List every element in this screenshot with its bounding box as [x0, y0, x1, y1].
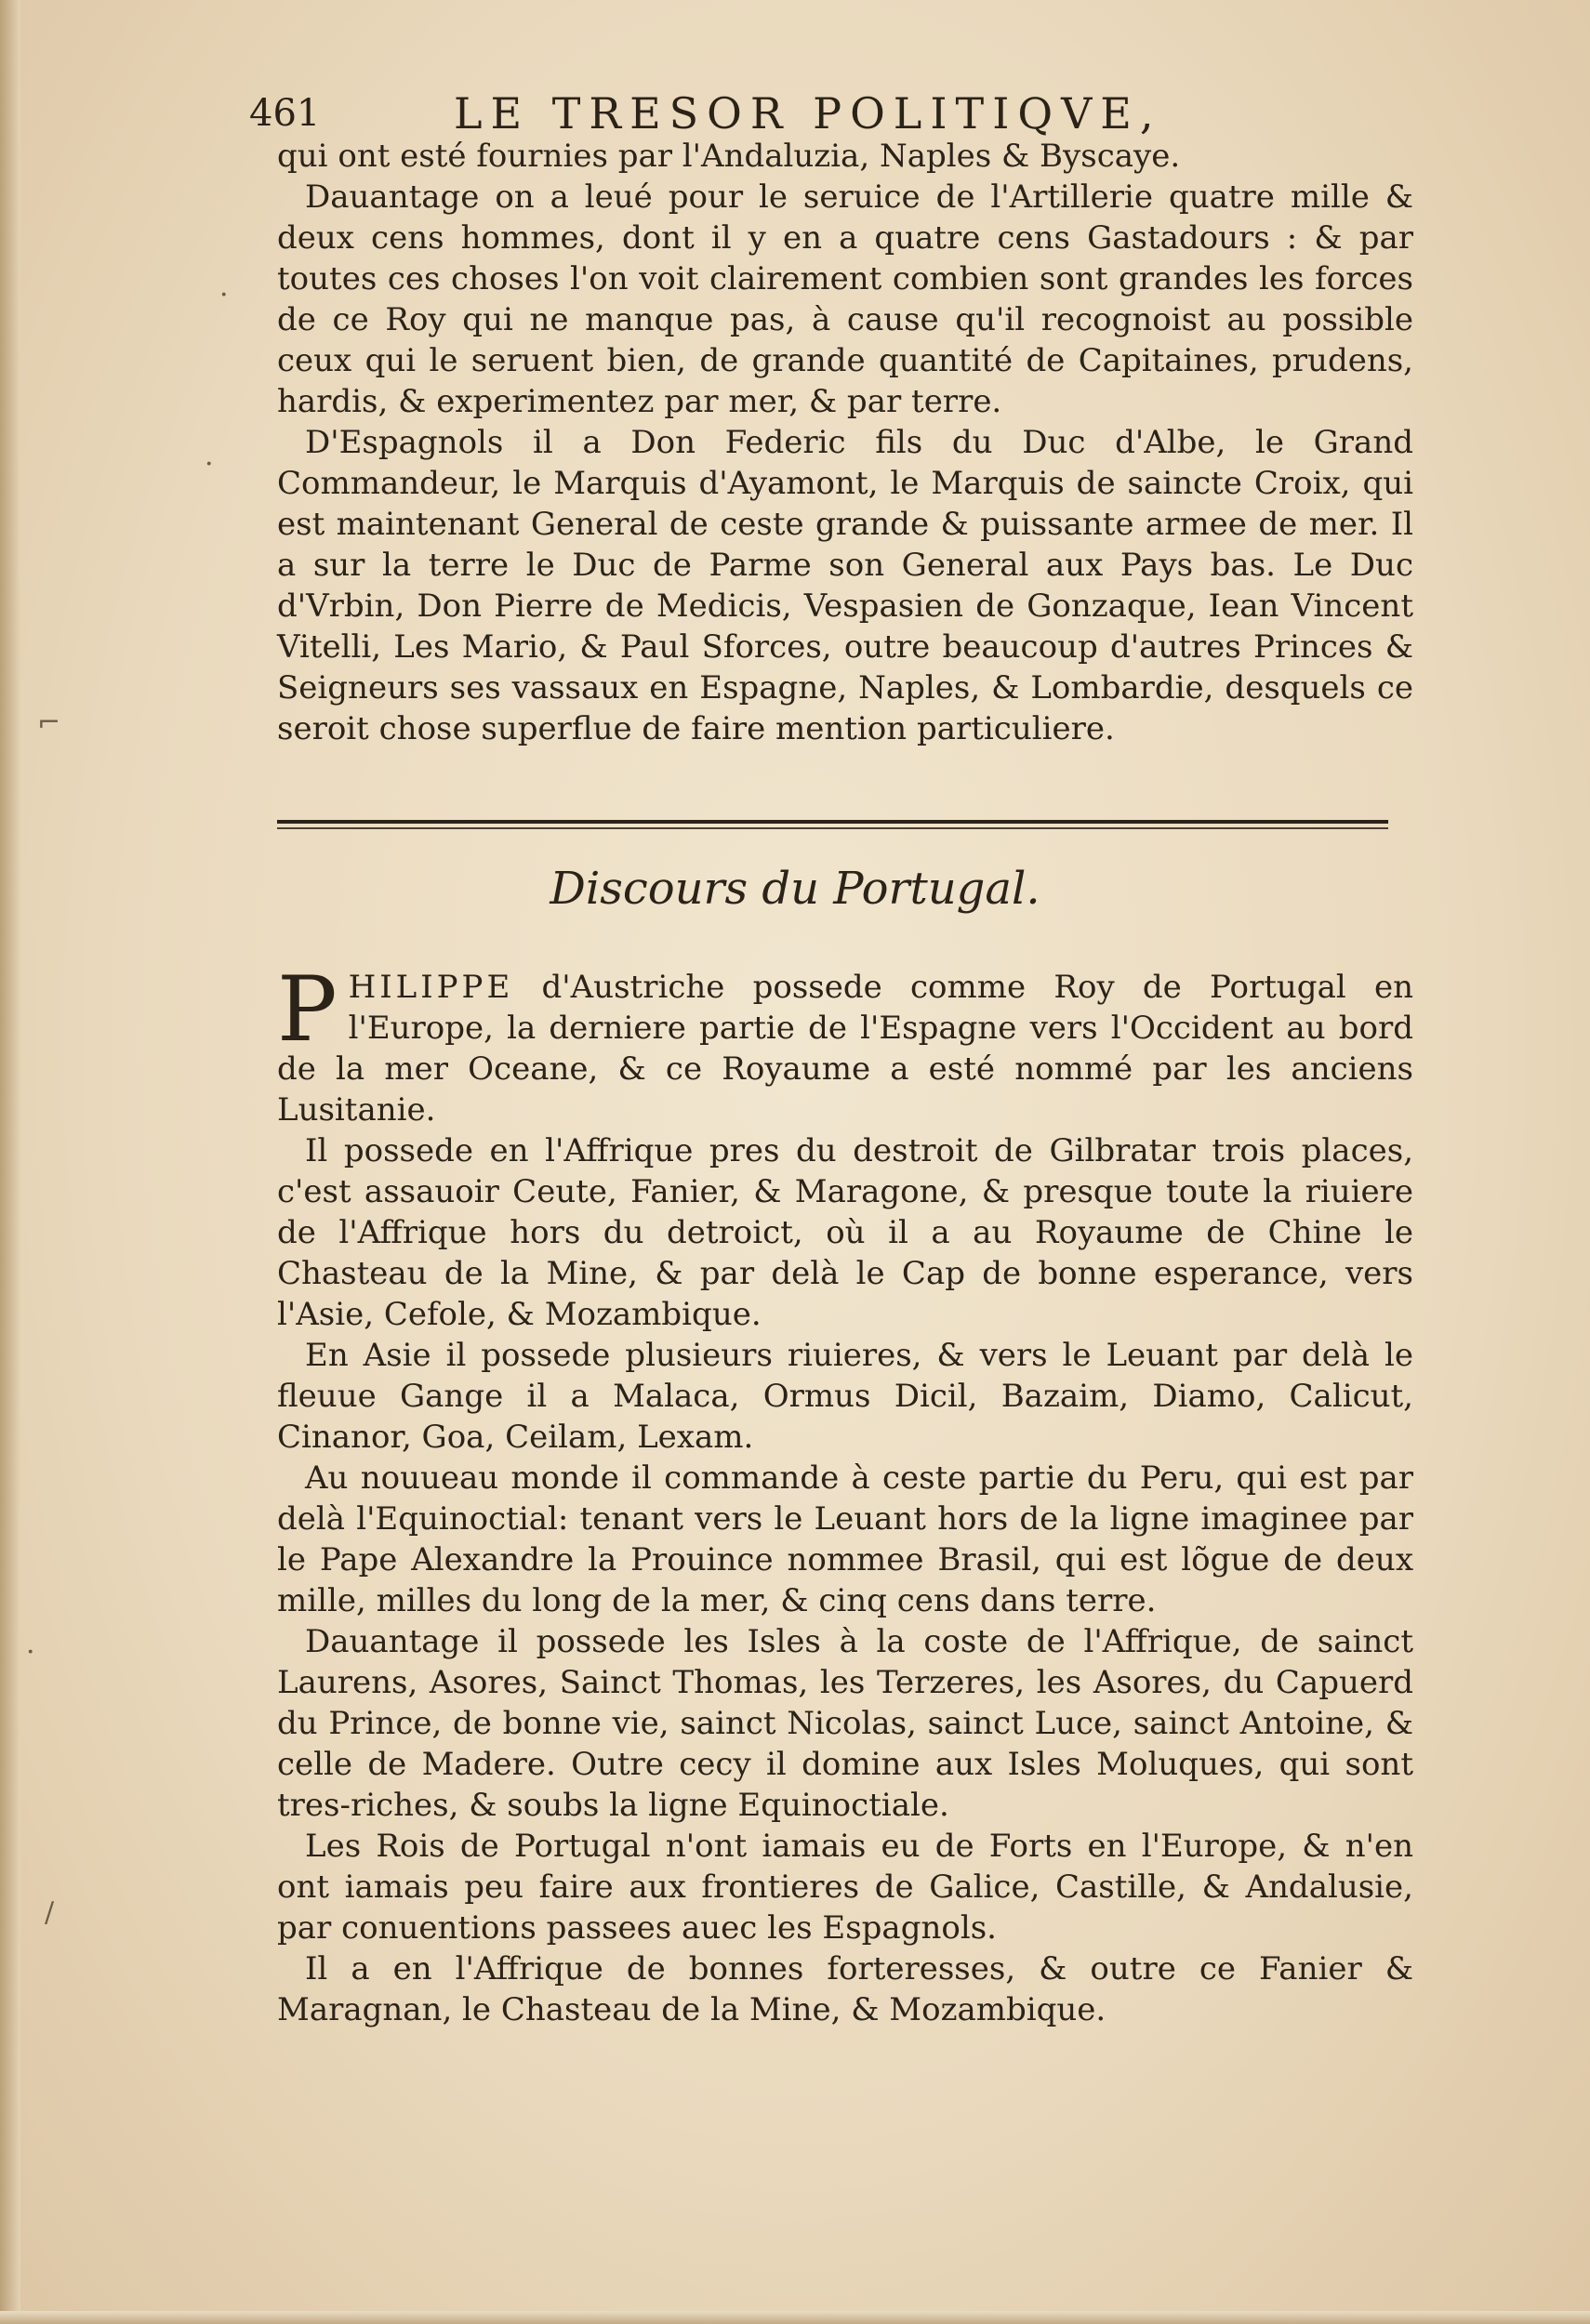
drop-cap: P	[277, 957, 338, 1062]
paragraph-fortresses: Il a en l'Affrique de bonnes forteresses, & outre ce Fanier & Maragnan, le Chasteau de la Mine, & Mozambique.	[277, 1950, 1413, 2028]
paragraph-artillery: Dauantage on a leué pour le seruice de l'Artillerie quatre mille & deux cens hommes, dont il y en a quatre cens Gastadours : & par toutes ces choses l'on voit clairement combien sont grandes les forces de ce Roy qui ne manque pas, à cause qu'il recognoist au possible ceux qui le seruent bien, de grande quantité de Capitaines, prudens, hardis, & experimentez par mer, & par terre.	[277, 178, 1413, 420]
section-heading: Discours du Portugal.	[550, 863, 1040, 915]
section-divider-thin	[277, 827, 1388, 829]
margin-mark: ·	[26, 1636, 35, 1669]
paragraph-islands: Dauantage il possede les Isles à la coste de l'Affrique, de sainct Laurens, Asores, Sainct Thomas, les Terzeres, les Asores, du Capuerd du Prince, de bonne vie, sainct Nicolas, sainct Luce, sainct Antoine, & celle de Madere. Outre cecy il domine aux Isles Moluques, qui sont tres-riches, & soubs la ligne Equinoctiale.	[277, 1623, 1413, 1824]
page-edge-bottom	[0, 2311, 1590, 2324]
folio-number: 461	[249, 92, 321, 135]
section-divider-thick	[277, 820, 1388, 824]
margin-mark: ⌐	[37, 706, 61, 739]
text-block-portugal	[277, 957, 1413, 2030]
paragraph-asia: En Asie il possede plusieurs riuieres, & vers le Leuant par delà le fleuue Gange il a Malaca, Ormus Dicil, Bazaim, Diamo, Calicut, Cinanor, Goa, Ceilam, Lexam.	[277, 1337, 1413, 1456]
paragraph-opening	[277, 957, 1413, 1130]
page-header	[249, 86, 1411, 141]
paragraph-continuation: qui ont esté fournies par l'Andaluzia, Naples & Byscaye.	[277, 138, 1181, 175]
margin-mark: ·	[205, 448, 214, 481]
page-edge-left	[0, 0, 20, 2324]
margin-mark: ·	[219, 279, 229, 311]
paragraph-forts: Les Rois de Portugal n'ont iamais eu de Forts en l'Europe, & n'en ont iamais peu faire aux frontieres de Galice, Castille, & Andalusie, par conuentions passees auec les Espagnols.	[277, 1828, 1413, 1947]
text-block-top	[277, 136, 1413, 749]
margin-mark: /	[45, 1896, 55, 1929]
opening-smallcaps: HILIPPE	[348, 969, 514, 1006]
paragraph-africa: Il possede en l'Affrique pres du destroit de Gilbratar trois places, c'est assauoir Ceute, Fanier, & Maragone, & presque toute la riuiere de l'Affrique hors du detroict, où il a au Royaume de Chine le Chasteau de la Mine, & par delà le Cap de bonne esperance, vers l'Asie, Cefole, & Mozambique.	[277, 1132, 1413, 1333]
paragraph-new-world: Au nouueau monde il commande à ceste partie du Peru, qui est par delà l'Equinoctial: tenant vers le Leuant hors de la ligne imaginee par le Pape Alexandre la Prouince nommee Brasil, qui est lõgue de deux mille, milles du long de la mer, & cinq cens dans terre.	[277, 1459, 1413, 1619]
paragraph-spanish-commanders: D'Espagnols il a Don Federic fils du Duc d'Albe, le Grand Commandeur, le Marquis d'Ayamont, le Marquis de saincte Croix, qui est maintenant General de ceste grande & puissante armee de mer. Il a sur la terre le Duc de Parme son General aux Pays bas. Le Duc d'Vrbin, Don Pierre de Medicis, Vespasien de Gonzaque, Iean Vincent Vitelli, Les Mario, & Paul Sforces, outre beaucoup d'autres Princes & Seigneurs ses vassaux en Espagne, Naples, & Lombardie, desquels ce seroit chose superflue de faire mention particuliere.	[277, 424, 1413, 747]
running-title: LE TRESOR POLITIQVE,	[454, 88, 1162, 139]
opening-text: d'Austriche possede comme Roy de Portugal en l'Europe, la derniere partie de l'Espagne vers l'Occident au bord de la mer Oceane, & ce Royaume a esté nommé par les anciens Lusitanie.	[277, 969, 1413, 1129]
